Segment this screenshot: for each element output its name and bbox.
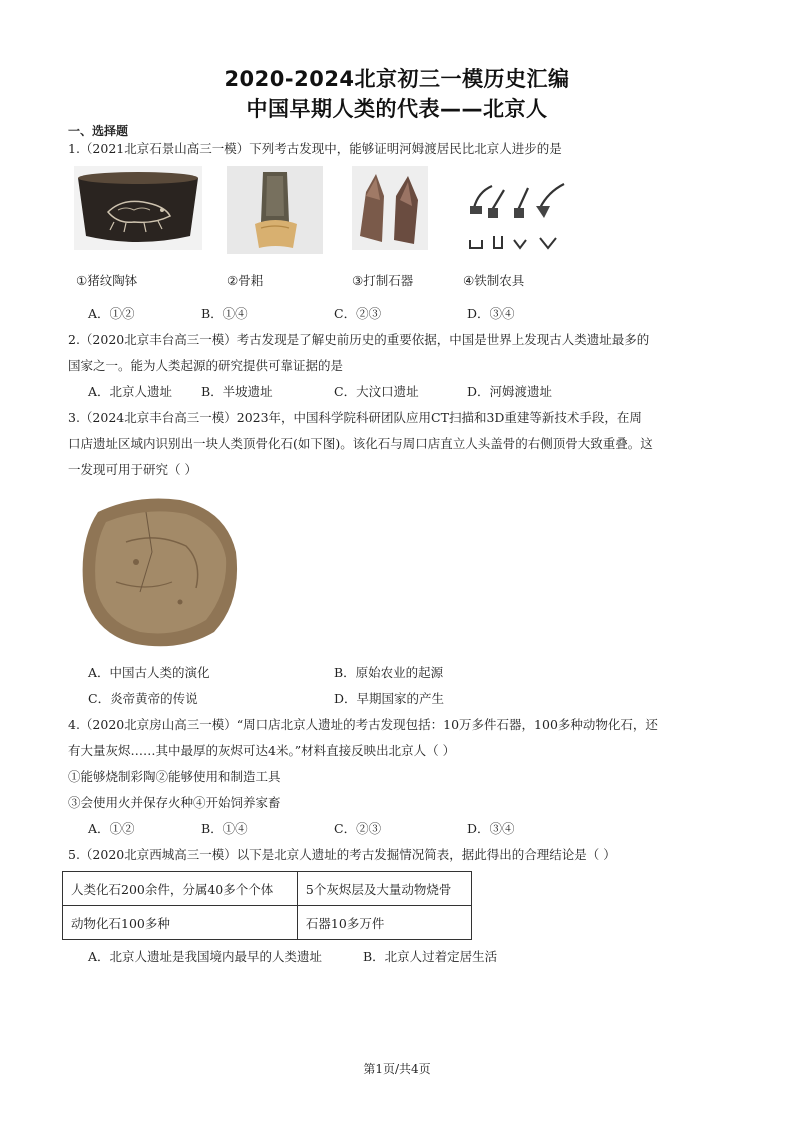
q1-option-a: A．①② <box>88 306 135 321</box>
q4-option-a: A．①② <box>88 821 135 836</box>
q3-option-b: B．原始农业的起源 <box>334 665 444 680</box>
table-cell: 石器10多万件 <box>297 906 471 940</box>
section-heading: 一、选择题 <box>68 124 129 138</box>
q3-option-d: D．早期国家的产生 <box>334 691 445 706</box>
q5-option-a: A．北京人遗址是我国境内最早的人类遗址 <box>88 949 323 964</box>
q5-stem: 5.（2020北京西城高三一模）以下是北京人遗址的考古发掘情况简表，据此得出的合理结论是（ ） <box>68 847 616 862</box>
doc-title: 2020-2024北京初三一模历史汇编 <box>224 67 570 91</box>
q1-option-d: D．③④ <box>467 306 515 321</box>
q4-items-line2: ③会使用火并保存火种④开始饲养家畜 <box>68 795 281 810</box>
q2-option-d: D．河姆渡遗址 <box>467 384 553 399</box>
q3-stem-line1: 3.（2024北京丰台高三一模）2023年，中国科学院科研团队应用CT扫描和3D重建等新技术手段，在周 <box>68 410 642 425</box>
table-row <box>63 906 472 940</box>
q2-option-a: A．北京人遗址 <box>88 384 173 399</box>
q4-stem-line1: 4.（2020北京房山高三一模）“周口店北京人遗址的考古发现包括：10万多件石器，100多种动物化石，还 <box>68 717 658 732</box>
skull-fossil-image <box>76 492 242 652</box>
q3-option-c: C．炎帝黄帝的传说 <box>88 691 198 706</box>
q5-option-b: B．北京人过着定居生活 <box>363 949 498 964</box>
doc-subtitle: 中国早期人类的代表——北京人 <box>246 97 548 121</box>
q2-stem-line1: 2.（2020北京丰台高三一模）考古发现是了解史前历史的重要依据，中国是世界上发现古人类遗址最多的 <box>68 332 650 347</box>
q4-stem-line2: 有大量灰烬……其中最厚的灰烬可达4米。”材料直接反映出北京人（ ） <box>68 743 456 758</box>
table-cell: 人类化石200余件，分属40多个个体 <box>63 872 298 906</box>
q1-caption-1: ①猪纹陶钵 <box>76 273 138 288</box>
q4-option-d: D．③④ <box>467 821 515 836</box>
q3-stem-line3: 一发现可用于研究（ ） <box>68 462 197 477</box>
q1-option-c: C．②③ <box>334 306 382 321</box>
q1-stem: 1.（2021北京石景山高三一模）下列考古发现中，能够证明河姆渡居民比北京人进步的是 <box>68 141 562 156</box>
q4-items-line1: ①能够烧制彩陶②能够使用和制造工具 <box>68 769 281 784</box>
q3-stem-line2: 口店遗址区域内识别出一块人类顶骨化石(如下图)。该化石与周口店直立人头盖骨的右侧顶骨大致重叠。这 <box>68 436 653 451</box>
q4-option-b: B．①④ <box>201 821 248 836</box>
q3-option-a: A．中国古人类的演化 <box>88 665 210 680</box>
excavation-table <box>62 871 472 940</box>
stone-tools-image <box>352 166 428 250</box>
q1-option-b: B．①④ <box>201 306 248 321</box>
table-row <box>63 872 472 906</box>
q4-option-c: C．②③ <box>334 821 382 836</box>
q2-stem-line2: 国家之一。能为人类起源的研究提供可靠证据的是 <box>68 358 344 373</box>
q2-option-c: C．大汶口遗址 <box>334 384 419 399</box>
iron-tools-image <box>464 178 588 254</box>
pottery-bowl-image <box>74 166 202 250</box>
q1-caption-4: ④铁制农具 <box>463 273 525 288</box>
q2-option-b: B．半坡遗址 <box>201 384 273 399</box>
bone-spade-image <box>227 166 323 254</box>
q1-caption-3: ③打制石器 <box>352 273 414 288</box>
page-number: 第1页/共4页 <box>363 1062 431 1076</box>
table-cell: 5个灰烬层及大量动物烧骨 <box>297 872 471 906</box>
table-cell: 动物化石100多种 <box>63 906 298 940</box>
q1-caption-2: ②骨耜 <box>227 273 264 288</box>
